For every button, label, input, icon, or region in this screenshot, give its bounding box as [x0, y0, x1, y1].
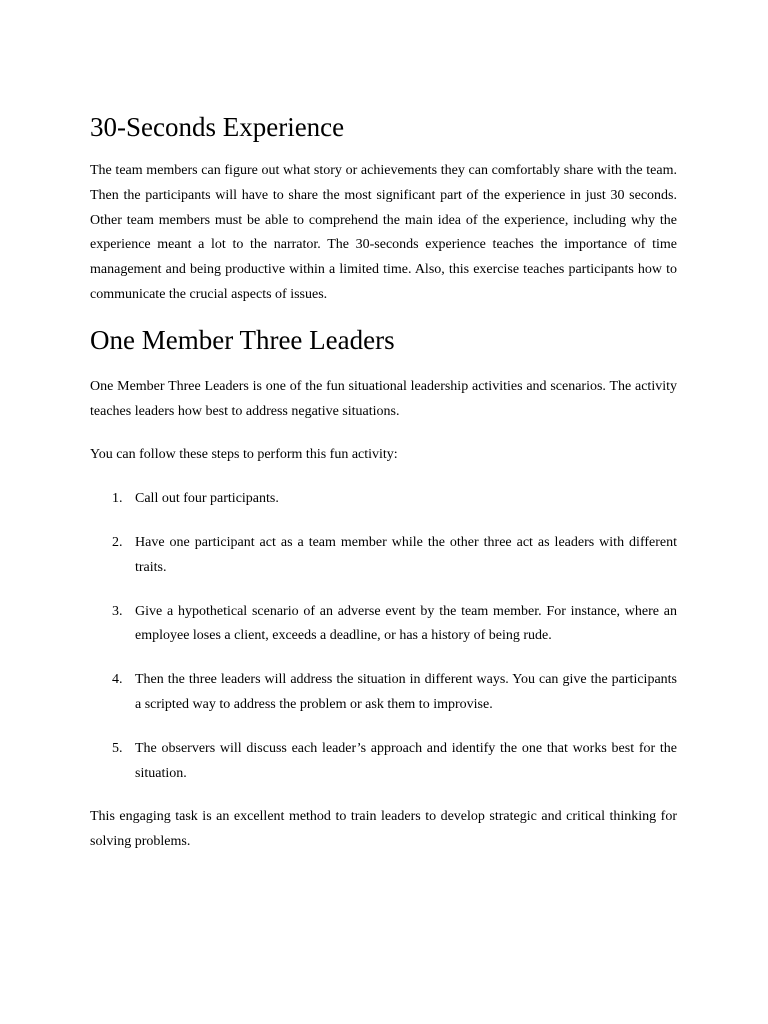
list-item-text: Call out four participants.	[135, 491, 279, 507]
list-item-text: Have one participant act as a team member while the other three act as leaders with different traits.	[135, 534, 677, 575]
list-item	[90, 668, 677, 718]
list-item-number: 3.	[112, 603, 123, 619]
document-page	[90, 110, 677, 855]
list-item	[90, 737, 677, 787]
list-item	[90, 487, 677, 512]
closing-paragraph: This engaging task is an excellent method to train leaders to develop strategic and critical thinking for solving problems.	[90, 809, 677, 850]
body-paragraph: The team members can figure out what story or achievements they can comfortably share with the team. Then the participants will have to share the most significant part of the experience in just 30 seconds. Other team members must be able to comprehend the main idea of the experience, including why the experience meant a lot to the narrator. The 30-seconds experience teaches the importance of time management and being productive within a limited time. Also, this exercise teaches participants how to communicate the crucial aspects of issues.	[90, 163, 677, 302]
list-item-number: 5.	[112, 740, 123, 756]
list-item-number: 1.	[112, 491, 123, 507]
list-item-text: Give a hypothetical scenario of an adverse event by the team member. For instance, where an employee loses a client, exceeds a deadline, or has a history of being rude.	[135, 603, 677, 644]
list-item-text: The observers will discuss each leader’s approach and identify the one that works best for the situation.	[135, 740, 677, 781]
body-paragraph: One Member Three Leaders is one of the fun situational leadership activities and scenarios. The activity teaches leaders how best to address negative situations.	[90, 378, 677, 419]
section-heading-one-member-three-leaders: One Member Three Leaders	[90, 324, 395, 355]
list-item-number: 4.	[112, 672, 123, 688]
list-item-number: 2.	[112, 534, 123, 550]
list-item-text: Then the three leaders will address the situation in different ways. You can give the participants a scripted way to address the problem or ask them to improvise.	[135, 672, 677, 712]
steps-list	[90, 487, 677, 786]
section-heading-30-seconds-experience: 30-Seconds Experience	[90, 112, 345, 142]
list-item	[90, 600, 677, 650]
body-paragraph: You can follow these steps to perform this fun activity:	[90, 447, 398, 463]
list-item	[90, 531, 677, 581]
